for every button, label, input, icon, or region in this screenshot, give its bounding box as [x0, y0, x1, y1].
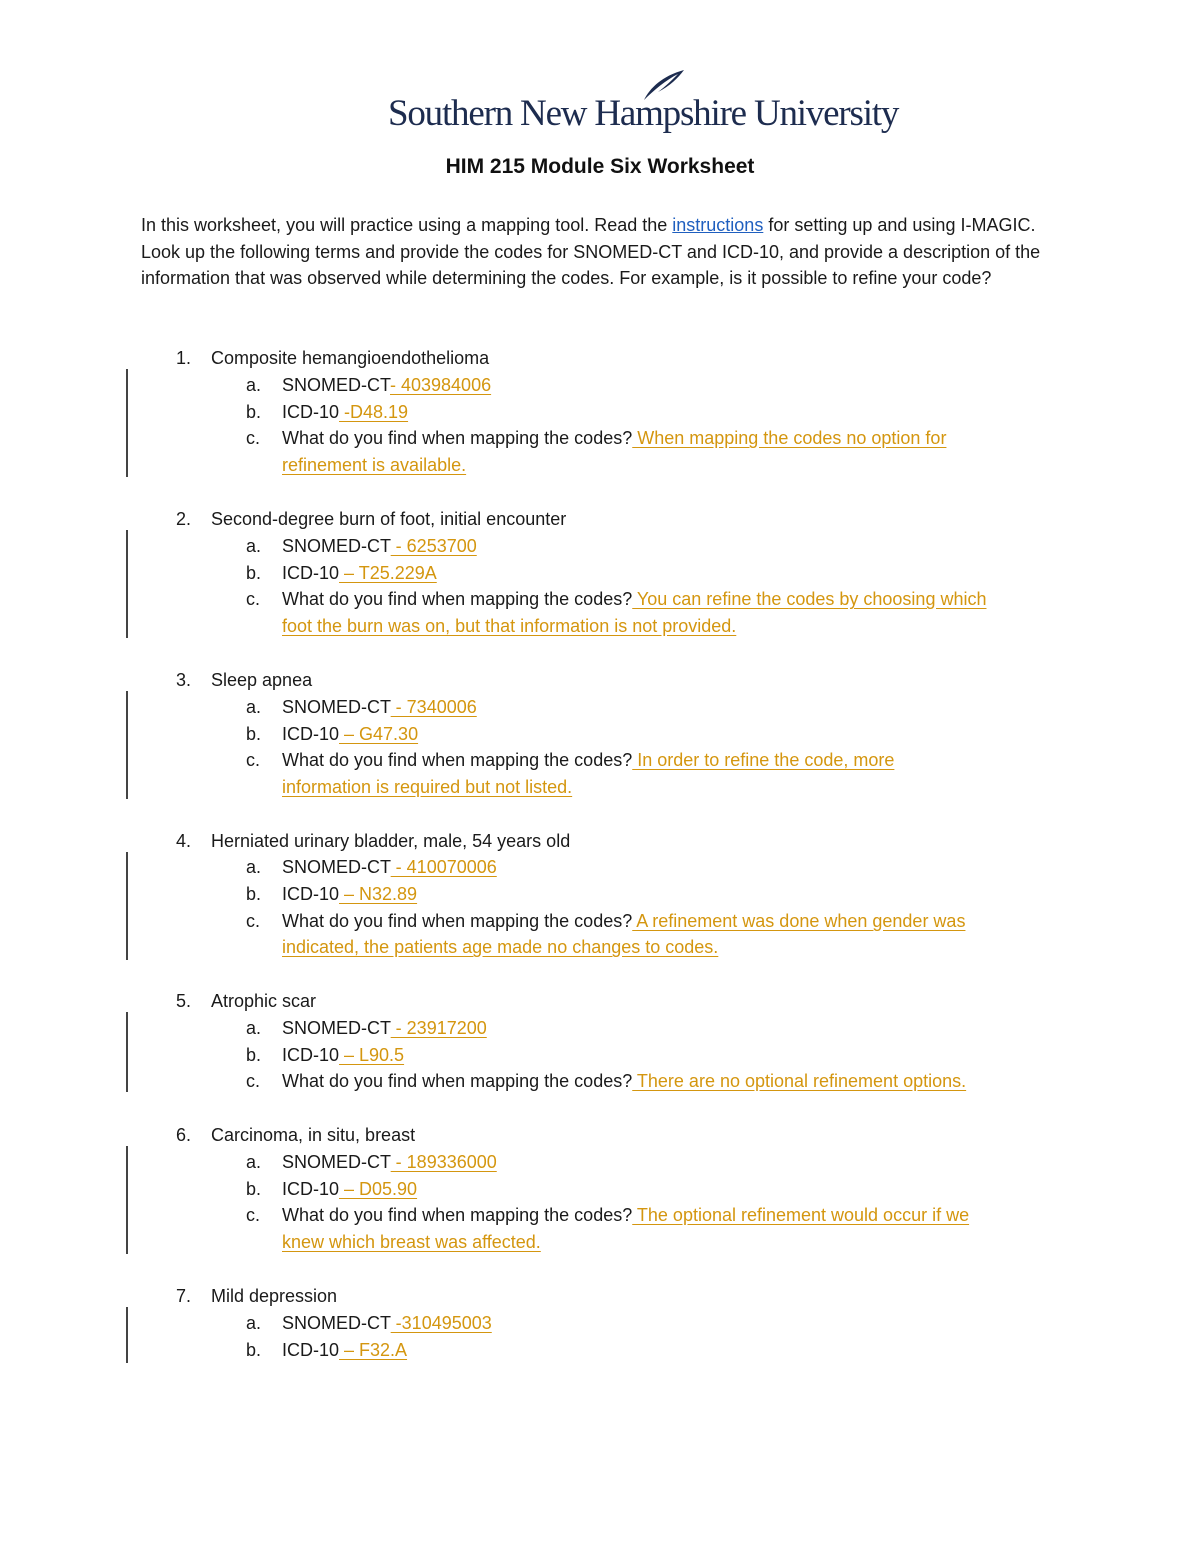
icd-answer: – L90.5 [339, 1045, 405, 1065]
mapping-line [282, 586, 986, 612]
sub-label: b. [246, 884, 262, 904]
mapping-question: What do you find when mapping the codes? [282, 589, 633, 609]
mapping-answer-cont: information is required but not listed. [282, 777, 573, 797]
snomed-answer: - 7340006 [390, 697, 477, 717]
revision-bar [126, 1012, 128, 1092]
mapping-answer: The optional refinement would occur if we [632, 1205, 970, 1225]
sub-label: b. [246, 402, 262, 422]
mapping-answer: When mapping the codes no option for [632, 428, 947, 448]
sub-label: b. [246, 563, 262, 583]
mapping-line [282, 747, 894, 773]
mapping-answer: You can refine the codes by choosing which [632, 589, 987, 609]
sub-label: a. [246, 375, 262, 395]
sub-label: a. [246, 536, 262, 556]
snomed-label: SNOMED-CT [282, 857, 391, 877]
question-term: Sleep apnea [211, 670, 313, 690]
sub-label: c. [246, 428, 261, 448]
sub-label: a. [246, 697, 262, 717]
snomed-answer: -310495003 [390, 1313, 492, 1333]
icd-label: ICD-10 [282, 1340, 340, 1360]
snomed-label: SNOMED-CT [282, 697, 391, 717]
icd-label: ICD-10 [282, 563, 340, 583]
snomed-line [282, 533, 477, 559]
icd-line [282, 881, 417, 907]
question-number: 7. [176, 1286, 192, 1306]
icd-line [282, 1337, 407, 1363]
snomed-answer: - 403984006 [390, 375, 492, 395]
question-number: 1. [176, 348, 192, 368]
mapping-question: What do you find when mapping the codes? [282, 911, 633, 931]
mapping-answer: There are no optional refinement options. [632, 1071, 967, 1091]
question-number: 2. [176, 509, 192, 529]
icd-line [282, 721, 418, 747]
sub-label: b. [246, 1045, 262, 1065]
revision-bar [126, 369, 128, 477]
revision-bar [126, 691, 128, 799]
icd-label: ICD-10 [282, 1179, 340, 1199]
snomed-answer: - 6253700 [390, 536, 477, 556]
icd-line [282, 1176, 417, 1202]
snomed-label: SNOMED-CT [282, 1018, 391, 1038]
logo-wordmark: Southern New Hampshire University [388, 93, 899, 134]
mapping-line [282, 425, 946, 451]
icd-answer: – D05.90 [339, 1179, 418, 1199]
question-term: Mild depression [211, 1286, 338, 1306]
mapping-answer-cont: refinement is available. [282, 455, 467, 475]
snomed-answer: - 189336000 [390, 1152, 497, 1172]
sub-label: a. [246, 1018, 262, 1038]
mapping-answer-cont: indicated, the patients age made no changes to codes. [282, 937, 719, 957]
mapping-line [282, 1068, 966, 1094]
question-term: Atrophic scar [211, 991, 317, 1011]
snomed-line [282, 854, 497, 880]
mapping-answer: A refinement was done when gender was [632, 911, 966, 931]
question-term: Carcinoma, in situ, breast [211, 1125, 416, 1145]
mapping-line [282, 908, 965, 934]
revision-bar [126, 1146, 128, 1254]
icd-answer: – F32.A [339, 1340, 408, 1360]
mapping-question: What do you find when mapping the codes? [282, 1205, 633, 1225]
sub-label: b. [246, 1179, 262, 1199]
icd-label: ICD-10 [282, 1045, 340, 1065]
mapping-question: What do you find when mapping the codes? [282, 428, 633, 448]
mapping-answer: In order to refine the code, more [632, 750, 895, 770]
icd-line [282, 399, 408, 425]
question-number: 4. [176, 831, 192, 851]
icd-label: ICD-10 [282, 724, 340, 744]
sub-label: b. [246, 1340, 262, 1360]
mapping-answer-cont: foot the burn was on, but that information is not provided. [282, 616, 737, 636]
snomed-label: SNOMED-CT [282, 1152, 391, 1172]
sub-label: c. [246, 1071, 261, 1091]
instructions-link[interactable]: instructions [672, 215, 764, 235]
mapping-question: What do you find when mapping the codes? [282, 750, 633, 770]
icd-answer: – T25.229A [339, 563, 437, 583]
sub-label: a. [246, 1313, 262, 1333]
icd-line [282, 560, 437, 586]
snomed-line [282, 372, 491, 398]
page-title: HIM 215 Module Six Worksheet [445, 155, 755, 178]
snomed-label: SNOMED-CT [282, 375, 390, 395]
snomed-label: SNOMED-CT [282, 536, 391, 556]
snomed-answer: - 23917200 [390, 1018, 487, 1038]
icd-answer: -D48.19 [339, 402, 409, 422]
icd-line [282, 1042, 404, 1068]
question-term: Herniated urinary bladder, male, 54 years old [211, 831, 571, 851]
revision-bar [126, 852, 128, 960]
mapping-answer-cont: knew which breast was affected. [282, 1232, 541, 1252]
sub-label: c. [246, 589, 261, 609]
snomed-label: SNOMED-CT [282, 1313, 391, 1333]
sub-label: c. [246, 1205, 261, 1225]
mapping-line [282, 1202, 969, 1228]
snomed-line [282, 1015, 487, 1041]
question-number: 6. [176, 1125, 192, 1145]
snomed-line [282, 1310, 492, 1336]
sub-label: b. [246, 724, 262, 744]
question-term: Composite hemangioendothelioma [211, 348, 490, 368]
question-number: 3. [176, 670, 192, 690]
snomed-line [282, 694, 477, 720]
question-number: 5. [176, 991, 192, 1011]
icd-answer: – G47.30 [339, 724, 419, 744]
sub-label: a. [246, 1152, 262, 1172]
snomed-line [282, 1149, 497, 1175]
icd-label: ICD-10 [282, 884, 340, 904]
university-logo [388, 68, 899, 138]
intro-text-start: In this worksheet, you will practice using a mapping tool. Read the [141, 215, 673, 235]
icd-label: ICD-10 [282, 402, 340, 422]
snomed-answer: - 410070006 [390, 857, 497, 877]
intro-paragraph [141, 212, 1071, 292]
question-term: Second-degree burn of foot, initial encounter [211, 509, 567, 529]
sub-label: c. [246, 750, 261, 770]
mapping-question: What do you find when mapping the codes? [282, 1071, 633, 1091]
revision-bar [126, 1307, 128, 1363]
sub-label: a. [246, 857, 262, 877]
icd-answer: – N32.89 [339, 884, 418, 904]
revision-bar [126, 530, 128, 638]
sub-label: c. [246, 911, 261, 931]
intro-text-end: for setting up and using I-MAGIC. Look up the following terms and provide the codes for SNOMED-CT and ICD-10, and provide a description of the information that was observed while determining the codes. For example, is it possible to refine your code? [141, 215, 1041, 289]
